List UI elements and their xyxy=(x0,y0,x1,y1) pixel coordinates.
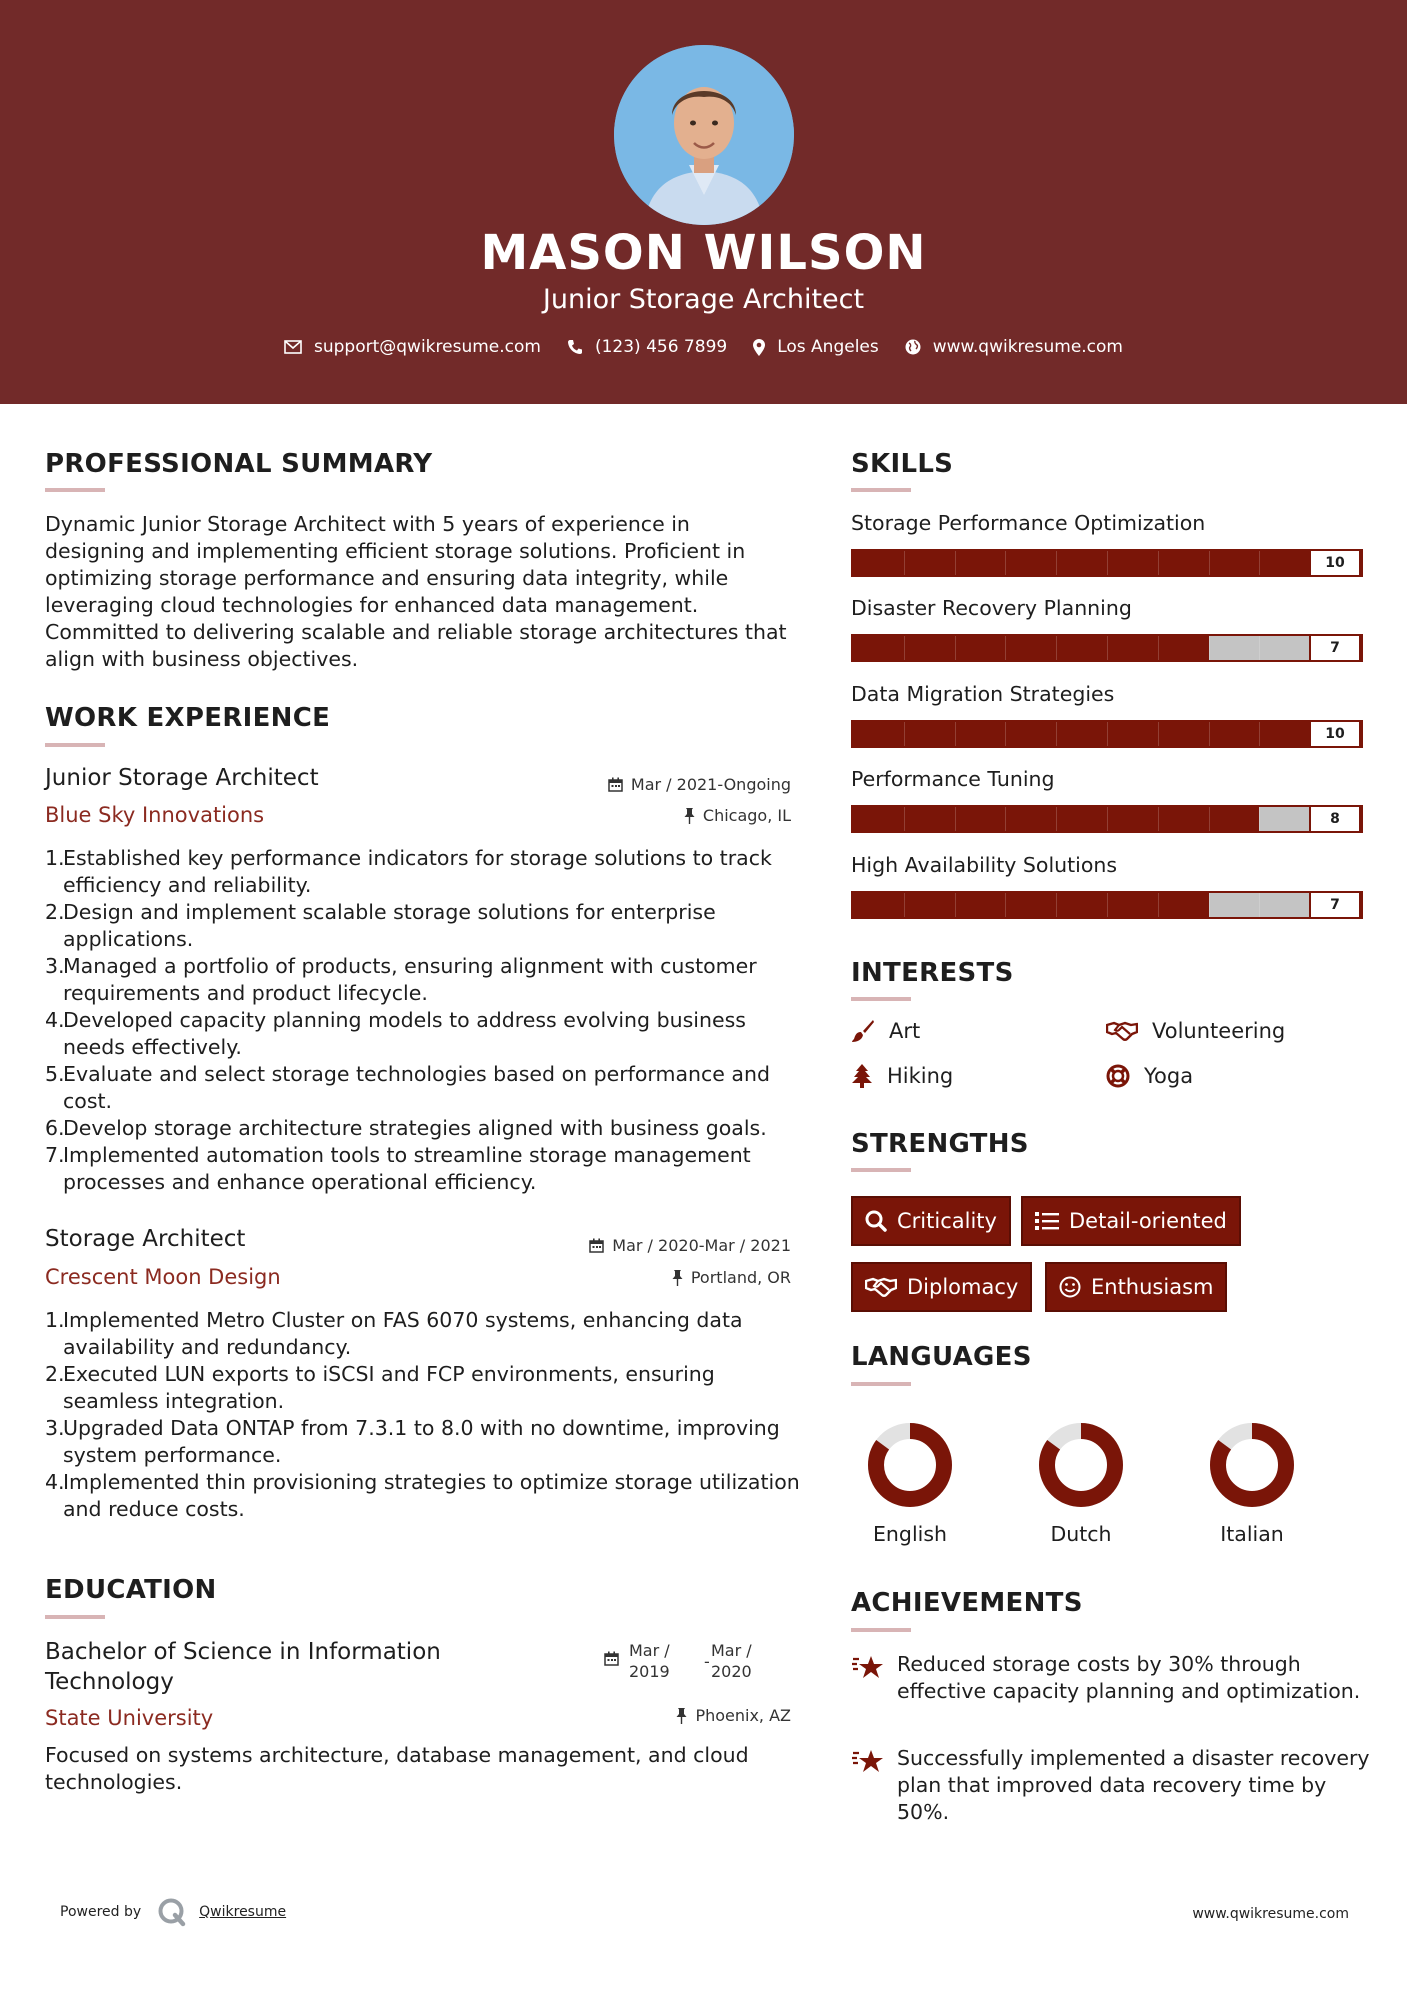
skill-segment-divider xyxy=(1209,722,1210,746)
job-responsibilities xyxy=(45,845,805,1196)
language-item xyxy=(1001,1420,1161,1546)
pushpin-icon xyxy=(684,808,695,824)
qwikresume-link[interactable]: Qwikresume xyxy=(199,1904,287,1920)
skill-segment-divider xyxy=(904,722,905,746)
handshake-icon xyxy=(865,1276,897,1298)
contact-location xyxy=(753,337,879,357)
start-year: 2019 xyxy=(629,1662,670,1681)
achievement-text: Successfully implemented a disaster recovery plan that improved data recovery time by 50%. xyxy=(897,1746,1370,1824)
skill-level-bar xyxy=(851,805,1363,833)
interests-heading: INTERESTS xyxy=(851,958,1014,988)
summary-divider xyxy=(45,488,105,492)
list-item: 5. Evaluate and select storage technologies based on performance and cost. xyxy=(45,1062,770,1113)
strengths-heading: STRENGTHS xyxy=(851,1129,1029,1159)
skill-segment-divider xyxy=(1259,551,1260,575)
skill-score: 7 xyxy=(1309,891,1361,919)
globe-icon xyxy=(905,339,921,355)
contact-location-text: Los Angeles xyxy=(777,337,879,357)
contact-phone-text: (123) 456 7899 xyxy=(594,337,728,357)
search-icon xyxy=(865,1210,887,1232)
language-label: Italian xyxy=(1220,1522,1284,1546)
pushpin-icon xyxy=(672,1270,683,1286)
paintbrush-icon xyxy=(851,1019,875,1043)
language-item xyxy=(1172,1420,1332,1546)
achievements-heading: ACHIEVEMENTS xyxy=(851,1588,1083,1618)
job-location xyxy=(560,806,791,825)
education-end-date xyxy=(711,1640,752,1682)
interest-label: Hiking xyxy=(887,1064,954,1088)
language-label: Dutch xyxy=(1050,1522,1112,1546)
skill-name: High Availability Solutions xyxy=(851,853,1118,877)
skill-segment-divider xyxy=(1107,893,1108,917)
skill-segment-divider xyxy=(1107,636,1108,660)
contact-website[interactable] xyxy=(905,337,1123,357)
skill-segment-divider xyxy=(1259,807,1260,831)
skill-segment-divider xyxy=(1259,636,1260,660)
contact-bar xyxy=(0,337,1407,357)
envelope-icon xyxy=(284,340,302,354)
date-separator: - xyxy=(704,1652,710,1671)
language-proficiency-donut xyxy=(1036,1420,1126,1510)
contact-email-text: support@qwikresume.com xyxy=(314,337,541,357)
end-month: Mar / xyxy=(711,1641,752,1660)
language-label: English xyxy=(872,1522,948,1546)
map-marker-icon xyxy=(753,339,765,356)
strength-label: Detail-oriented xyxy=(1069,1209,1227,1233)
skill-segment-divider xyxy=(1005,636,1006,660)
skill-score: 8 xyxy=(1309,805,1361,833)
strength-badge xyxy=(851,1196,1011,1246)
skill-segment-divider xyxy=(904,636,905,660)
skill-segment-divider xyxy=(1005,551,1006,575)
star-award-icon xyxy=(851,1653,885,1681)
smile-icon xyxy=(1059,1276,1081,1298)
footer-url[interactable]: www.qwikresume.com xyxy=(1192,1906,1349,1922)
start-month: Mar / xyxy=(629,1641,670,1660)
company-name: Crescent Moon Design xyxy=(45,1265,281,1289)
list-item: 4. Developed capacity planning models to address evolving business needs effectively. xyxy=(45,1008,746,1059)
skill-segment-divider xyxy=(955,551,956,575)
list-item: 2. Executed LUN exports to iSCSI and FCP environments, ensuring seamless integration. xyxy=(45,1362,715,1413)
strengths-divider xyxy=(851,1168,911,1172)
skills-divider xyxy=(851,488,911,492)
skill-level-fill xyxy=(853,636,1209,660)
skill-segment-divider xyxy=(1107,722,1108,746)
skill-segment-divider xyxy=(1209,636,1210,660)
skill-segment-divider xyxy=(1107,551,1108,575)
summary-text: Dynamic Junior Storage Architect with 5 years of experience in designing and implementing efficient storage solutions. Proficient in optimizing storage performance and ensuring data integrity, while leveraging cloud technologies for enhanced data management. Committed to delivering scalable and reliable storage architectures that align with business objectives. xyxy=(45,512,787,671)
job-title: Storage Architect xyxy=(45,1226,246,1252)
interest-label: Yoga xyxy=(1144,1064,1194,1088)
list-item: 3. Managed a portfolio of products, ensuring alignment with customer requirements and product lifecycle. xyxy=(45,954,757,1005)
interests-divider xyxy=(851,997,911,1001)
skill-segment-divider xyxy=(1005,807,1006,831)
skill-level-bar xyxy=(851,720,1363,748)
skill-segment-divider xyxy=(1259,893,1260,917)
skill-segment-divider xyxy=(1056,551,1057,575)
job-location-text: Portland, OR xyxy=(690,1268,791,1287)
contact-email[interactable] xyxy=(284,337,541,357)
strength-badge xyxy=(1021,1196,1241,1246)
interest-label: Volunteering xyxy=(1152,1019,1286,1043)
calendar-icon xyxy=(608,777,623,792)
skill-segment-divider xyxy=(1259,722,1260,746)
education-start-date xyxy=(629,1640,670,1682)
company-name: Blue Sky Innovations xyxy=(45,803,265,827)
list-item: 1. Implemented Metro Cluster on FAS 6070 systems, enhancing data availability and redundancy. xyxy=(45,1308,743,1359)
skill-name: Storage Performance Optimization xyxy=(851,511,1206,535)
skill-segment-divider xyxy=(955,807,956,831)
language-item xyxy=(830,1420,990,1546)
experience-heading: WORK EXPERIENCE xyxy=(45,703,331,733)
job-responsibilities xyxy=(45,1307,805,1523)
education-divider xyxy=(45,1615,105,1619)
school-name: State University xyxy=(45,1706,214,1730)
interest-hiking xyxy=(851,1064,953,1088)
skill-segment-divider xyxy=(1158,807,1159,831)
strength-label: Enthusiasm xyxy=(1091,1275,1214,1299)
skill-level-bar xyxy=(851,891,1363,919)
contact-phone[interactable] xyxy=(567,337,727,357)
languages-heading: LANGUAGES xyxy=(851,1342,1032,1372)
skill-segment-divider xyxy=(955,893,956,917)
calendar-icon xyxy=(589,1238,604,1253)
end-year: 2020 xyxy=(711,1662,752,1681)
job-location xyxy=(560,1268,791,1287)
skill-segment-divider xyxy=(1158,636,1159,660)
strength-label: Diplomacy xyxy=(907,1275,1019,1299)
calendar-icon xyxy=(604,1651,619,1666)
strength-badge xyxy=(1045,1262,1227,1312)
skill-score: 7 xyxy=(1309,634,1361,662)
candidate-name: MASON WILSON xyxy=(480,225,927,281)
interest-volunteering xyxy=(1106,1019,1285,1043)
skill-segment-divider xyxy=(1107,807,1108,831)
skill-name: Disaster Recovery Planning xyxy=(851,596,1132,620)
experience-divider xyxy=(45,743,105,747)
achievement-item xyxy=(851,1745,1371,1826)
qwikresume-logo-icon xyxy=(157,1897,187,1927)
skill-segment-divider xyxy=(1056,807,1057,831)
skill-segment-divider xyxy=(904,893,905,917)
education-location xyxy=(560,1706,791,1725)
interest-art xyxy=(851,1019,920,1043)
skill-name: Performance Tuning xyxy=(851,767,1055,791)
skill-segment-divider xyxy=(1056,893,1057,917)
achievement-text: Reduced storage costs by 30% through effective capacity planning and optimization. xyxy=(897,1652,1361,1703)
skill-segment-divider xyxy=(1056,722,1057,746)
lifering-icon xyxy=(1106,1064,1130,1088)
skill-segment-divider xyxy=(1056,636,1057,660)
achievements-divider xyxy=(851,1628,911,1632)
phone-icon xyxy=(567,339,583,355)
skill-segment-divider xyxy=(1158,893,1159,917)
skill-score: 10 xyxy=(1309,720,1361,748)
education-location-text: Phoenix, AZ xyxy=(695,1706,791,1725)
language-proficiency-donut xyxy=(1207,1420,1297,1510)
list-item: 6. Develop storage architecture strategies aligned with business goals. xyxy=(45,1116,767,1140)
skill-segment-divider xyxy=(955,636,956,660)
star-award-icon xyxy=(851,1747,885,1775)
skill-level-bar xyxy=(851,549,1363,577)
profile-photo xyxy=(614,45,794,225)
education-heading: EDUCATION xyxy=(45,1575,217,1605)
skill-segment-divider xyxy=(955,722,956,746)
tree-icon xyxy=(851,1064,873,1088)
skill-name: Data Migration Strategies xyxy=(851,682,1115,706)
skill-segment-divider xyxy=(1209,893,1210,917)
job-dates-text: Mar / 2020-Mar / 2021 xyxy=(612,1236,791,1255)
skill-segment-divider xyxy=(904,807,905,831)
skill-segment-divider xyxy=(1209,807,1210,831)
skill-segment-divider xyxy=(1209,551,1210,575)
skill-level-bar xyxy=(851,634,1363,662)
list-item: 2. Design and implement scalable storage solutions for enterprise applications. xyxy=(45,900,716,951)
interest-label: Art xyxy=(889,1019,921,1043)
interest-yoga xyxy=(1106,1064,1193,1088)
list-item: 3. Upgraded Data ONTAP from 7.3.1 to 8.0 with no downtime, improving system performance. xyxy=(45,1416,780,1467)
powered-by-label: Powered by xyxy=(60,1904,142,1920)
degree-title: Bachelor of Science in Information Technology xyxy=(45,1639,441,1695)
pushpin-icon xyxy=(676,1708,687,1724)
skills-heading: SKILLS xyxy=(851,449,954,479)
skill-level-fill xyxy=(853,893,1209,917)
job-dates-text: Mar / 2021-Ongoing xyxy=(630,775,791,794)
strength-badge xyxy=(851,1262,1032,1312)
list-item: 7. Implemented automation tools to streamline storage management processes and enhance operational efficiency. xyxy=(45,1143,751,1194)
language-proficiency-donut xyxy=(865,1420,955,1510)
skill-segment-divider xyxy=(904,551,905,575)
skill-segment-divider xyxy=(1158,551,1159,575)
list-item: 1. Established key performance indicators for storage solutions to track efficiency and reliability. xyxy=(45,846,772,897)
skill-segment-divider xyxy=(1158,722,1159,746)
summary-heading: PROFESSIONAL SUMMARY xyxy=(45,449,433,479)
job-location-text: Chicago, IL xyxy=(702,806,791,825)
list-icon xyxy=(1035,1211,1059,1231)
job-dates xyxy=(530,1236,791,1255)
job-dates xyxy=(560,775,791,794)
education-description: Focused on systems architecture, database management, and cloud technologies. xyxy=(45,1743,749,1794)
skill-score: 10 xyxy=(1309,549,1361,577)
footer-branding xyxy=(60,1897,286,1927)
handshake-icon xyxy=(1106,1020,1138,1042)
candidate-title: Junior Storage Architect xyxy=(542,284,865,315)
achievement-item xyxy=(851,1651,1371,1705)
job-title: Junior Storage Architect xyxy=(45,765,319,791)
list-item: 4. Implemented thin provisioning strategies to optimize storage utilization and reduce costs. xyxy=(45,1470,800,1521)
languages-divider xyxy=(851,1382,911,1386)
skill-segment-divider xyxy=(1005,722,1006,746)
strength-label: Criticality xyxy=(897,1209,997,1233)
skill-segment-divider xyxy=(1005,893,1006,917)
contact-website-text: www.qwikresume.com xyxy=(932,337,1123,357)
resume-header xyxy=(0,0,1407,404)
